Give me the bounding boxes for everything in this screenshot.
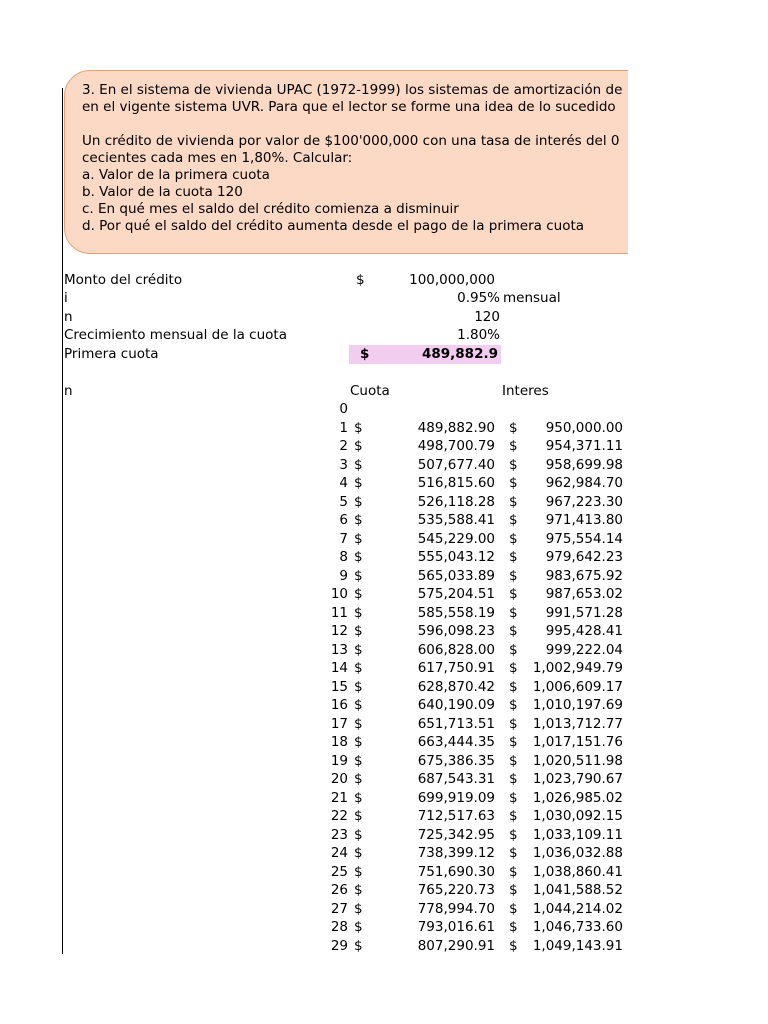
interes-currency: $	[509, 660, 518, 676]
interes-cell[interactable]: 962,984.70	[545, 475, 623, 491]
cuota-currency: $	[354, 937, 363, 954]
cuota-cell[interactable]: 807,290.91	[417, 937, 495, 954]
row-period[interactable]: 17	[330, 715, 348, 732]
problem-line: b. Valor de la cuota 120	[82, 184, 243, 200]
cuota-cell[interactable]: 699,919.09	[417, 789, 495, 806]
table-row	[0, 845, 628, 864]
interes-cell[interactable]: 1,038,860.41	[532, 863, 623, 880]
table-row	[0, 438, 628, 457]
interes-cell[interactable]: 967,223.30	[545, 493, 623, 510]
interes-cell[interactable]: 950,000.00	[545, 419, 623, 436]
row-period[interactable]: 5	[339, 493, 348, 510]
interes-currency: $	[509, 512, 518, 528]
interes-currency: $	[509, 808, 518, 824]
interes-currency: $	[509, 567, 518, 584]
growth-label: Crecimiento mensual de la cuota	[64, 327, 287, 343]
row-period[interactable]: 24	[330, 845, 348, 861]
interes-currency: $	[509, 771, 518, 787]
table-row	[0, 771, 628, 790]
problem-line: a. Valor de la primera cuota	[82, 167, 270, 183]
row-period[interactable]: 26	[330, 882, 348, 898]
interes-cell[interactable]: 1,020,511.98	[532, 752, 623, 769]
interes-currency: $	[509, 493, 518, 510]
interes-currency: $	[509, 586, 518, 602]
interes-currency: $	[509, 549, 518, 565]
cuota-cell[interactable]: 498,700.79	[417, 438, 495, 454]
cuota-cell[interactable]: 545,229.00	[417, 530, 495, 547]
interes-currency: $	[509, 919, 518, 935]
table-row	[0, 753, 628, 772]
cuota-cell[interactable]: 516,815.60	[417, 475, 495, 491]
cuota-cell[interactable]: 687,543.31	[417, 771, 495, 787]
cuota-cell[interactable]: 640,190.09	[417, 697, 495, 713]
interes-cell[interactable]: 958,699.98	[545, 456, 623, 473]
table-row	[0, 790, 628, 809]
row-period[interactable]: 14	[330, 660, 348, 676]
interes-currency: $	[509, 419, 518, 436]
problem-line: d. Por qué el saldo del crédito aumenta desde el pago de la primera cuota	[82, 218, 585, 234]
header-cuota: Cuota	[350, 383, 390, 399]
interes-cell[interactable]: 1,046,733.60	[532, 919, 623, 935]
interes-cell[interactable]: 1,026,985.02	[532, 789, 623, 806]
cuota-currency: $	[354, 715, 363, 732]
interes-cell[interactable]: 954,371.11	[545, 438, 623, 454]
table-row	[0, 420, 628, 439]
cuota-cell[interactable]: 778,994.70	[417, 900, 495, 917]
table-row	[0, 549, 628, 568]
cuota-currency: $	[354, 512, 363, 528]
table-row	[0, 808, 628, 827]
problem-line: cecientes cada mes en 1,80%. Calcular:	[82, 150, 353, 166]
periods-label: n	[64, 309, 73, 325]
table-row	[0, 457, 628, 476]
cuota-cell[interactable]: 535,588.41	[417, 512, 495, 528]
cuota-currency: $	[354, 567, 363, 584]
table-row	[0, 864, 628, 883]
cuota-currency: $	[354, 863, 363, 880]
cuota-currency: $	[354, 808, 363, 824]
table-row	[0, 716, 628, 735]
cuota-cell[interactable]: 765,220.73	[417, 882, 495, 898]
interes-cell[interactable]: 983,675.92	[545, 567, 623, 584]
table-row	[0, 660, 628, 679]
interes-cell[interactable]: 1,033,109.11	[532, 826, 623, 843]
row-period[interactable]: 11	[330, 604, 348, 621]
row-period[interactable]: 9	[339, 567, 348, 584]
cuota-currency: $	[354, 475, 363, 491]
cuota-cell[interactable]: 793,016.61	[417, 919, 495, 935]
interes-currency: $	[509, 734, 518, 750]
first-payment-label: Primera cuota	[64, 346, 159, 362]
cuota-currency: $	[354, 549, 363, 565]
table-row	[0, 642, 628, 661]
row-period[interactable]: 23	[330, 826, 348, 843]
interes-cell[interactable]: 1,030,092.15	[532, 808, 623, 824]
row-period[interactable]: 12	[330, 623, 348, 639]
cuota-cell[interactable]: 489,882.90	[417, 419, 495, 436]
interes-currency: $	[509, 456, 518, 473]
cuota-cell[interactable]: 575,204.51	[417, 586, 495, 602]
table-row	[0, 531, 628, 550]
cuota-cell[interactable]: 617,750.91	[417, 660, 495, 676]
cuota-cell[interactable]: 507,677.40	[417, 456, 495, 473]
interes-cell[interactable]: 1,006,609.17	[532, 678, 623, 695]
cuota-cell[interactable]: 555,043.12	[417, 549, 495, 565]
table-row	[0, 827, 628, 846]
interes-cell[interactable]: 1,049,143.91	[532, 937, 623, 954]
interes-currency: $	[509, 678, 518, 695]
cuota-cell[interactable]: 585,558.19	[417, 604, 495, 621]
table-row	[0, 623, 628, 642]
row-period[interactable]: 10	[330, 586, 348, 602]
cuota-currency: $	[354, 456, 363, 473]
table-row	[0, 901, 628, 920]
interes-currency: $	[509, 604, 518, 621]
table-row	[0, 734, 628, 753]
interes-currency: $	[509, 715, 518, 732]
cuota-cell[interactable]: 751,690.30	[417, 863, 495, 880]
interes-cell[interactable]: 1,010,197.69	[532, 697, 623, 713]
cuota-currency: $	[354, 586, 363, 602]
interes-cell[interactable]: 979,642.23	[545, 549, 623, 565]
monto-value[interactable]: 100,000,000	[409, 272, 495, 288]
row-period[interactable]: 2	[339, 438, 348, 454]
interes-cell[interactable]: 1,023,790.67	[532, 771, 623, 787]
cuota-currency: $	[354, 419, 363, 436]
first-payment-value[interactable]: 489,882.9	[421, 346, 498, 362]
problem-text	[82, 82, 628, 235]
cuota-currency: $	[354, 660, 363, 676]
row-period[interactable]: 22	[330, 808, 348, 824]
interes-cell[interactable]: 1,044,214.02	[532, 900, 623, 917]
cuota-cell[interactable]: 651,713.51	[417, 715, 495, 732]
cuota-cell[interactable]: 712,517.63	[417, 808, 495, 824]
interes-cell[interactable]: 991,571.28	[545, 604, 623, 621]
cuota-currency: $	[354, 530, 363, 547]
cuota-currency: $	[354, 771, 363, 787]
row-period[interactable]: 6	[339, 512, 348, 528]
interes-cell[interactable]: 1,013,712.77	[532, 715, 623, 732]
cuota-currency: $	[354, 882, 363, 898]
row-period[interactable]: 20	[330, 771, 348, 787]
row-period[interactable]: 27	[330, 900, 348, 917]
table-row	[0, 568, 628, 587]
interes-currency: $	[509, 438, 518, 454]
interes-currency: $	[509, 882, 518, 898]
row-period[interactable]: 1	[339, 419, 348, 436]
cuota-currency: $	[354, 493, 363, 510]
table-row	[0, 605, 628, 624]
interes-currency: $	[509, 863, 518, 880]
first-payment-currency: $	[360, 346, 370, 362]
table-row	[0, 401, 628, 420]
table-row	[0, 919, 628, 938]
cuota-cell[interactable]: 675,386.35	[417, 752, 495, 769]
cuota-cell[interactable]: 606,828.00	[417, 641, 495, 658]
table-row	[0, 938, 628, 957]
interes-cell[interactable]: 1,041,588.52	[532, 882, 623, 898]
rate-label: i	[64, 290, 68, 306]
interes-cell[interactable]: 971,413.80	[545, 512, 623, 528]
cuota-currency: $	[354, 678, 363, 695]
table-row	[0, 697, 628, 716]
cuota-currency: $	[354, 604, 363, 621]
cuota-cell[interactable]: 663,444.35	[417, 734, 495, 750]
cuota-currency: $	[354, 641, 363, 658]
row-period[interactable]: 19	[330, 752, 348, 769]
interes-cell[interactable]: 975,554.14	[545, 530, 623, 547]
periods-value[interactable]: 120	[474, 309, 500, 325]
row-period[interactable]: 15	[330, 678, 348, 695]
cuota-cell[interactable]: 526,118.28	[417, 493, 495, 510]
interes-currency: $	[509, 530, 518, 547]
problem-line: en el vigente sistema UVR. Para que el lector se forme una idea de lo sucedido	[82, 99, 616, 115]
cuota-cell[interactable]: 628,870.42	[417, 678, 495, 695]
cuota-cell[interactable]: 725,342.95	[417, 826, 495, 843]
row-period[interactable]: 21	[330, 789, 348, 806]
row-period[interactable]: 25	[330, 863, 348, 880]
monto-currency: $	[356, 272, 365, 288]
header-n: n	[64, 383, 73, 399]
interes-cell[interactable]: 995,428.41	[545, 623, 623, 639]
growth-value[interactable]: 1.80%	[457, 327, 500, 343]
interes-currency: $	[509, 900, 518, 917]
interes-cell[interactable]: 1,002,949.79	[532, 660, 623, 676]
cuota-cell[interactable]: 738,399.12	[417, 845, 495, 861]
row-period[interactable]: 8	[339, 549, 348, 565]
row-period[interactable]: 0	[339, 401, 348, 417]
interes-cell[interactable]: 999,222.04	[545, 641, 623, 658]
interes-cell[interactable]: 1,036,032.88	[532, 845, 623, 861]
row-period[interactable]: 18	[330, 734, 348, 750]
row-period[interactable]: 29	[330, 937, 348, 954]
cuota-cell[interactable]: 565,033.89	[417, 567, 495, 584]
problem-line: c. En qué mes el saldo del crédito comienza a disminuir	[82, 201, 459, 217]
table-row	[0, 679, 628, 698]
cuota-currency: $	[354, 789, 363, 806]
row-period[interactable]: 28	[330, 919, 348, 935]
cuota-currency: $	[354, 845, 363, 861]
row-period[interactable]: 7	[339, 530, 348, 547]
table-row	[0, 494, 628, 513]
rate-unit: mensual	[503, 290, 561, 306]
cuota-cell[interactable]: 596,098.23	[417, 623, 495, 639]
interes-currency: $	[509, 789, 518, 806]
interes-cell[interactable]: 987,653.02	[545, 586, 623, 602]
interes-currency: $	[509, 845, 518, 861]
cuota-currency: $	[354, 697, 363, 713]
rate-value[interactable]: 0.95%	[457, 290, 500, 306]
table-row	[0, 512, 628, 531]
interes-currency: $	[509, 752, 518, 769]
table-row	[0, 475, 628, 494]
cuota-currency: $	[354, 900, 363, 917]
problem-line: Un crédito de vivienda por valor de $100'000,000 con una tasa de interés del 0	[82, 133, 620, 149]
row-period[interactable]: 3	[339, 456, 348, 473]
interes-currency: $	[509, 826, 518, 843]
header-interes: Interes	[502, 383, 549, 399]
interes-cell[interactable]: 1,017,151.76	[532, 734, 623, 750]
row-period[interactable]: 4	[339, 475, 348, 491]
cuota-currency: $	[354, 752, 363, 769]
interes-currency: $	[509, 623, 518, 639]
interes-currency: $	[509, 937, 518, 954]
cuota-currency: $	[354, 826, 363, 843]
interes-currency: $	[509, 641, 518, 658]
row-period[interactable]: 13	[330, 641, 348, 658]
cuota-currency: $	[354, 623, 363, 639]
row-period[interactable]: 16	[330, 697, 348, 713]
problem-line: 3. En el sistema de vivienda UPAC (1972-1999) los sistemas de amortización de	[82, 82, 623, 98]
table-row	[0, 586, 628, 605]
cuota-currency: $	[354, 919, 363, 935]
cuota-currency: $	[354, 734, 363, 750]
cuota-currency: $	[354, 438, 363, 454]
table-row	[0, 882, 628, 901]
interes-currency: $	[509, 475, 518, 491]
monto-label: Monto del crédito	[64, 272, 183, 288]
interes-currency: $	[509, 697, 518, 713]
